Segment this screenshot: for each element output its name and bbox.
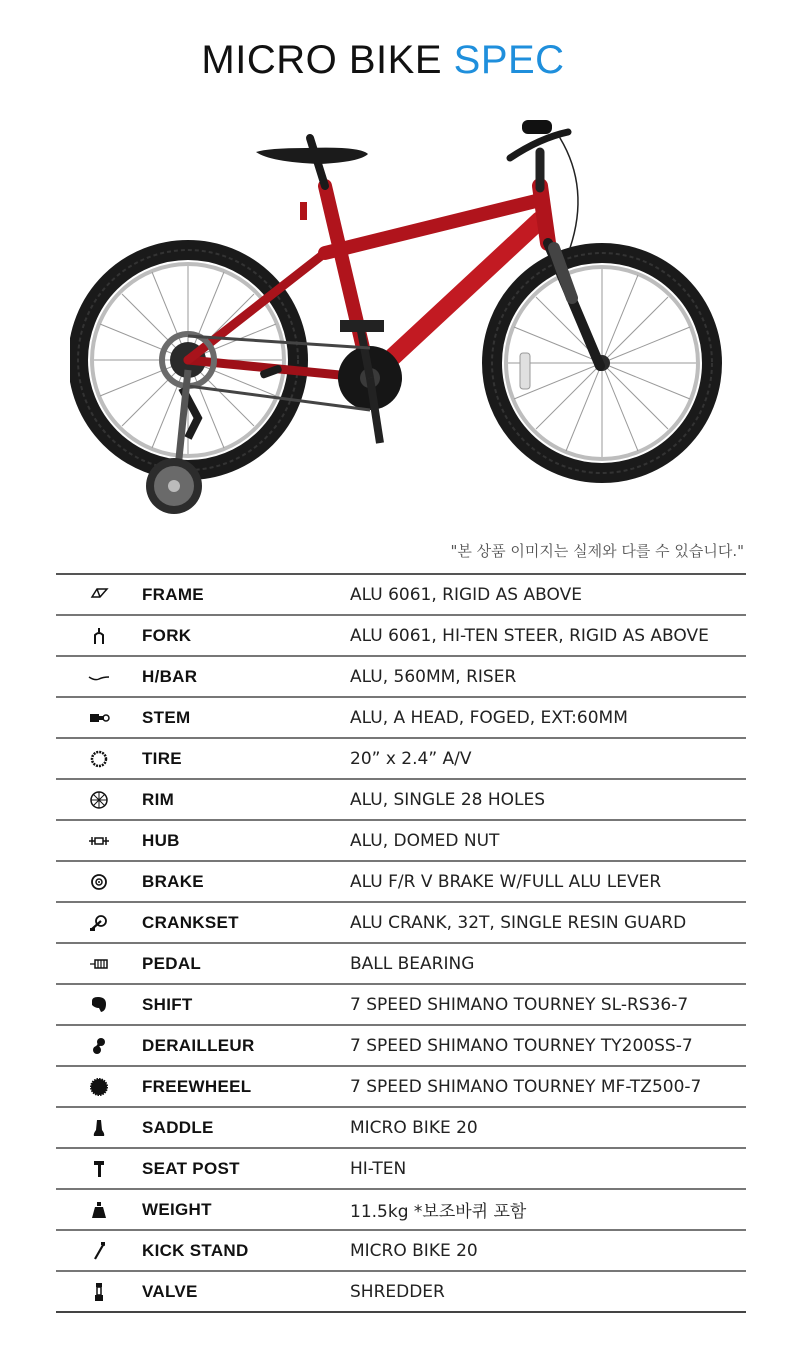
spec-label: FREEWHEEL bbox=[142, 1076, 252, 1096]
spec-label: SHIFT bbox=[142, 994, 193, 1014]
spec-row bbox=[56, 657, 746, 698]
freewheel-icon bbox=[56, 1077, 142, 1097]
spec-row bbox=[56, 575, 746, 616]
spec-value: HI-TEN bbox=[350, 1158, 407, 1179]
spec-label: PEDAL bbox=[142, 953, 202, 973]
spec-row bbox=[56, 698, 746, 739]
spec-value: 7 SPEED SHIMANO TOURNEY TY200SS-7 bbox=[350, 1035, 693, 1056]
handlebar-icon bbox=[56, 667, 142, 687]
spec-label: H/BAR bbox=[142, 666, 198, 686]
page-title bbox=[0, 38, 766, 83]
spec-row bbox=[56, 1108, 746, 1149]
stem-icon bbox=[56, 708, 142, 728]
frame-icon bbox=[56, 585, 142, 605]
disclaimer-note: "본 상품 이미지는 실제와 다를 수 있습니다." bbox=[450, 542, 744, 560]
weight-icon bbox=[56, 1200, 142, 1220]
spec-row bbox=[56, 1190, 746, 1231]
spec-row bbox=[56, 862, 746, 903]
bike-image bbox=[70, 108, 730, 528]
kick-stand-icon bbox=[56, 1241, 142, 1261]
shift-icon bbox=[56, 995, 142, 1015]
spec-value: MICRO BIKE 20 bbox=[350, 1240, 478, 1261]
seat-post-icon bbox=[56, 1159, 142, 1179]
crankset-icon bbox=[56, 913, 142, 933]
pedal-icon bbox=[56, 954, 142, 974]
spec-row bbox=[56, 1149, 746, 1190]
spec-row bbox=[56, 1272, 746, 1313]
spec-row bbox=[56, 821, 746, 862]
spec-value: ALU, 560MM, RISER bbox=[350, 666, 517, 687]
title-accent: SPEC bbox=[453, 38, 565, 82]
saddle-icon bbox=[56, 1118, 142, 1138]
spec-label: FRAME bbox=[142, 584, 204, 604]
rim-icon bbox=[56, 790, 142, 810]
spec-row bbox=[56, 739, 746, 780]
spec-value: ALU CRANK, 32T, SINGLE RESIN GUARD bbox=[350, 912, 687, 933]
spec-row bbox=[56, 780, 746, 821]
brake-icon bbox=[56, 872, 142, 892]
spec-row bbox=[56, 944, 746, 985]
spec-row bbox=[56, 1026, 746, 1067]
spec-label: STEM bbox=[142, 707, 191, 727]
spec-value: ALU F/R V BRAKE W/FULL ALU LEVER bbox=[350, 871, 662, 892]
spec-label: KICK STAND bbox=[142, 1240, 249, 1260]
spec-value: ALU, A HEAD, FOGED, EXT:60MM bbox=[350, 707, 628, 728]
spec-value: 11.5kg *보조바퀴 포함 bbox=[350, 1202, 527, 1222]
spec-label: VALVE bbox=[142, 1281, 198, 1301]
spec-row bbox=[56, 616, 746, 657]
spec-row bbox=[56, 1231, 746, 1272]
spec-value: ALU 6061, HI-TEN STEER, RIGID AS ABOVE bbox=[350, 625, 709, 646]
spec-table bbox=[56, 573, 746, 1313]
spec-label: DERAILLEUR bbox=[142, 1035, 255, 1055]
spec-row bbox=[56, 903, 746, 944]
spec-value: ALU, DOMED NUT bbox=[350, 830, 500, 851]
spec-label: WEIGHT bbox=[142, 1199, 212, 1219]
hub-icon bbox=[56, 831, 142, 851]
spec-row bbox=[56, 985, 746, 1026]
tire-icon bbox=[56, 749, 142, 769]
spec-label: HUB bbox=[142, 830, 180, 850]
spec-value: ALU, SINGLE 28 HOLES bbox=[350, 789, 546, 810]
spec-label: RIM bbox=[142, 789, 175, 809]
derailleur-icon bbox=[56, 1036, 142, 1056]
spec-value: 20” x 2.4” A/V bbox=[350, 748, 472, 769]
valve-icon bbox=[56, 1282, 142, 1302]
fork-icon bbox=[56, 626, 142, 646]
spec-label: TIRE bbox=[142, 748, 182, 768]
title-main: MICRO BIKE bbox=[201, 38, 443, 82]
spec-value: MICRO BIKE 20 bbox=[350, 1117, 478, 1138]
spec-value: 7 SPEED SHIMANO TOURNEY MF-TZ500-7 bbox=[350, 1076, 702, 1097]
spec-label: CRANKSET bbox=[142, 912, 239, 932]
spec-label: BRAKE bbox=[142, 871, 204, 891]
spec-value: 7 SPEED SHIMANO TOURNEY SL-RS36-7 bbox=[350, 994, 689, 1015]
spec-label: SEAT POST bbox=[142, 1158, 240, 1178]
spec-value: SHREDDER bbox=[350, 1281, 445, 1302]
spec-label: FORK bbox=[142, 625, 192, 645]
spec-row bbox=[56, 1067, 746, 1108]
spec-value: BALL BEARING bbox=[350, 953, 475, 974]
spec-value: ALU 6061, RIGID AS ABOVE bbox=[350, 584, 582, 605]
spec-label: SADDLE bbox=[142, 1117, 214, 1137]
